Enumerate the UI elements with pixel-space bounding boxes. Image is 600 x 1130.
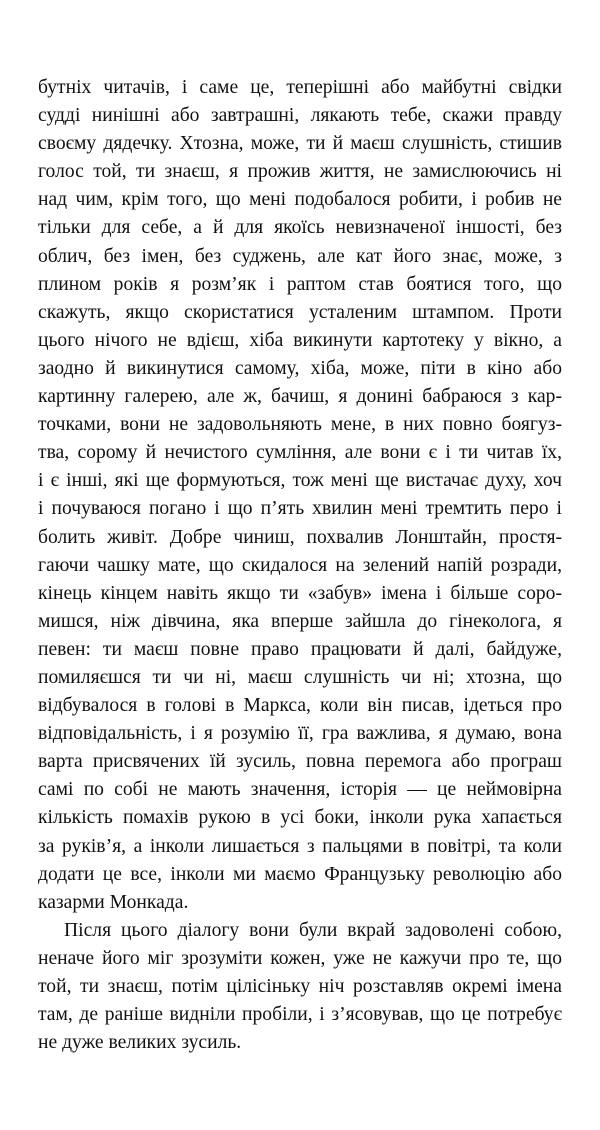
text-line: певен: ти маєш повне право працювати й далі, байдуже, xyxy=(38,638,562,660)
text-line: точками, вони не задовольняють мене, в них повно боягуз- xyxy=(38,414,562,436)
text-line: кількість помахів рукою в усі боки, інколи рука хапається xyxy=(38,807,562,829)
text-line: там, де раніше видніли пробіли, і з’ясовував, що це потребує xyxy=(38,1004,562,1026)
paragraph-2 xyxy=(38,917,562,1057)
text-line: помиляєшся ти чи ні, маєш слушність чи ні; хтозна, що xyxy=(38,666,562,688)
text-line: додати це все, інколи ми маємо Французьку революцію або xyxy=(38,863,562,885)
text-line: цього нічого не вдієш, хіба викинути картотеку у вікно, а xyxy=(38,329,562,351)
text-line: Після цього діалогу вони були вкрай задоволені собою, xyxy=(64,919,562,941)
text-line: заодно й викинутися самому, хіба, може, піти в кіно або xyxy=(38,357,562,379)
text-line: не дуже великих зусиль. xyxy=(38,1032,242,1054)
text-line: за руків’я, а інколи лишається з пальцями в повітрі, та коли xyxy=(38,835,562,857)
paragraph-1 xyxy=(38,74,562,917)
text-line: судді нинішні або завтрашні, лякають тебе, скажи правду xyxy=(38,105,562,127)
text-line: бутніх читачів, і саме це, теперішні або майбутні свідки xyxy=(38,77,562,98)
text-line: картинну галерею, але ж, бачиш, я донині бабраюся з кар- xyxy=(38,386,562,408)
text-line: голос той, ти знаєш, я прожив життя, не замислюючись ні xyxy=(38,161,562,183)
text-line: мишся, ніж дівчина, яка вперше зайшла до гінеколога, я xyxy=(38,610,562,632)
text-line: болить живіт. Добре чиниш, похвалив Лонштайн, простя- xyxy=(38,526,562,548)
text-line: гаючи чашку мате, що скидалося на зелений напій розради, xyxy=(38,554,562,576)
text-line: той, ти знаєш, потім цілісіньку ніч розставляв окремі імена xyxy=(38,976,562,997)
text-line: відбувалося в голові в Маркса, коли він писав, ідеться про xyxy=(38,695,562,717)
text-line: неначе його міг зрозуміти кожен, уже не кажучи про те, що xyxy=(38,947,562,969)
text-line: тва, сорому й нечистого сумління, але вони є і ти читав їх, xyxy=(38,442,562,464)
text-line: над чим, крім того, що мені подобалося робити, і робив не xyxy=(38,189,562,211)
text-line: варта присвячених їй зусиль, повна перемога або програш xyxy=(38,751,562,773)
text-line: відповідальність, і я розумію її, гра важлива, я думаю, вона xyxy=(38,723,562,745)
text-line: скажуть, якщо скористатися усталеним штампом. Проти xyxy=(38,301,562,323)
text-line: казарми Монкада. xyxy=(38,891,189,913)
text-line: облич, без імен, без суджень, але кат його знає, може, з xyxy=(38,245,562,267)
text-line: тільки для себе, а й для якоїсь невизначеної іншості, без xyxy=(38,217,562,239)
text-line: і є інші, які ще формуються, тож мені ще вистачає духу, хоч xyxy=(38,470,562,492)
text-line: кінець кінцем навіть якщо ти «забув» імена і більше соро- xyxy=(38,582,562,604)
body-text xyxy=(38,74,562,1057)
text-line: самі по собі не мають значення, історія — це неймовірна xyxy=(38,779,562,801)
text-line: і почуваюся погано і що п’ять хвилин мені тремтить перо і xyxy=(38,498,562,520)
text-line: плином років я розм’як і раптом став боятися того, що xyxy=(38,273,562,295)
text-line: своєму дядечку. Хтозна, може, ти й маєш слушність, стишив xyxy=(38,133,562,155)
